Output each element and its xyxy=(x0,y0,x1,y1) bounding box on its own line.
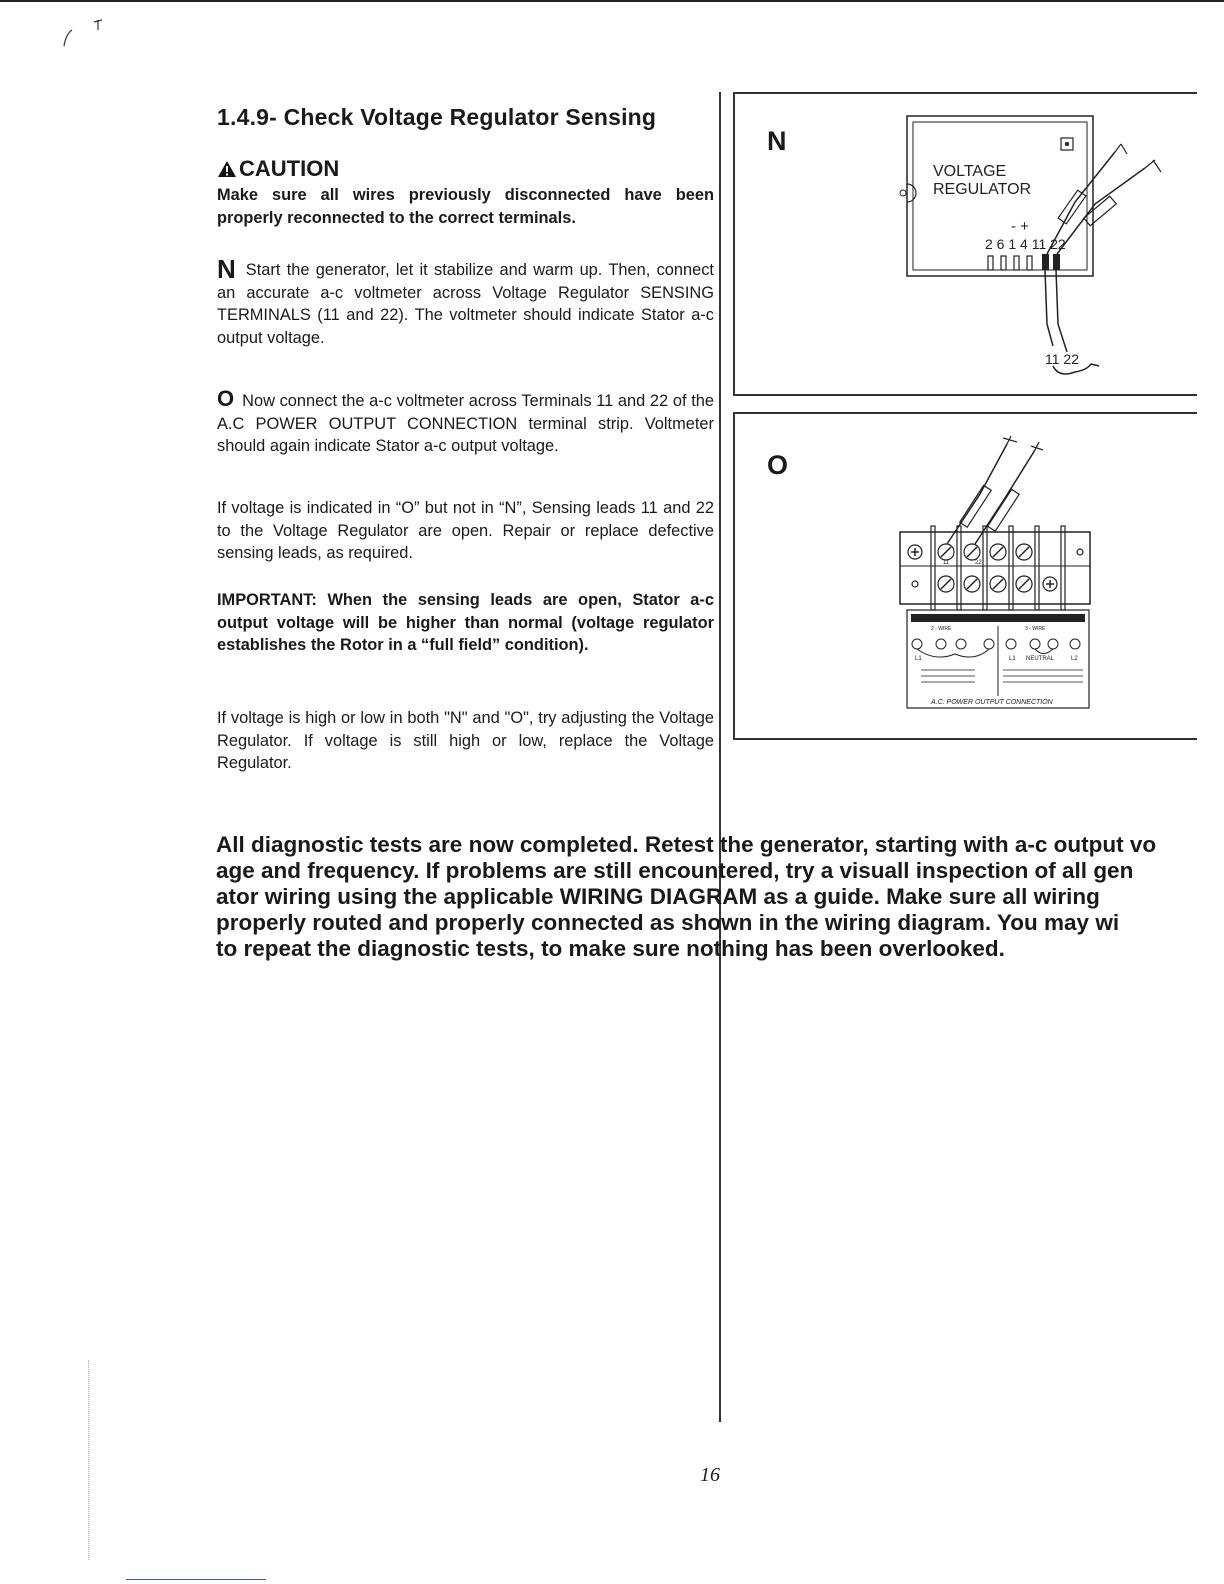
step-n-paragraph xyxy=(217,255,714,349)
regulator-label-line2: REGULATOR xyxy=(933,181,1032,198)
section-title: 1.4.9- Check Voltage Regulator Sensing xyxy=(217,104,657,130)
step-n-letter: N xyxy=(217,254,236,284)
summary-line: to repeat the diagnostic tests, to make sure nothing has been overlooked. xyxy=(216,936,1005,961)
caution-heading xyxy=(217,156,339,182)
summary-line: ator wiring using the applicable WIRING DIAGRAM as a guide. Make sure all wiring xyxy=(216,884,1100,909)
neutral-label: NEUTRAL xyxy=(1026,656,1055,662)
page-number: 16 xyxy=(700,1464,720,1486)
terminal-strip-diagram xyxy=(735,414,1197,738)
figure-o-label: O xyxy=(767,450,789,480)
important-note: IMPORTANT: When the sensing leads are open, Stator a-c output voltage will be higher than normal (voltage regulator establishes the Rotor in a “full field” condition). xyxy=(217,591,714,654)
caution-label: CAUTION xyxy=(239,156,340,181)
figure-o xyxy=(733,412,1197,740)
caution-text: Make sure all wires previously disconnected have been properly reconnected to the correct terminals. xyxy=(217,186,714,227)
column-divider xyxy=(719,92,721,1422)
step-o-letter: O xyxy=(217,386,235,411)
three-wire-l1: L1 xyxy=(1009,656,1016,662)
strip-caption: A.C. POWER OUTPUT CONNECTION xyxy=(931,699,1053,706)
regulator-label-line1: VOLTAGE xyxy=(933,163,1007,180)
warning-triangle-icon xyxy=(217,160,237,178)
figure-n xyxy=(733,92,1197,396)
three-wire-l2: L2 xyxy=(1071,656,1078,662)
strip-terminal-11: 11 xyxy=(943,560,950,566)
sensing-lead-labels: 11 22 xyxy=(1045,351,1079,367)
note-open-leads: If voltage is indicated in “O” but not in “N”, Sensing leads 11 and 22 to the Voltage Regulator are open. Repair or replace defective sensing leads, as required. xyxy=(217,499,714,562)
regulator-terminals: 2 6 1 4 11 22 xyxy=(985,236,1066,252)
voltage-regulator-diagram xyxy=(735,94,1197,394)
figure-n-label: N xyxy=(767,126,787,156)
corner-scan-mark xyxy=(58,18,108,48)
step-o-paragraph xyxy=(217,388,714,458)
scan-edge-noise xyxy=(88,1360,99,1560)
top-rule xyxy=(0,0,1224,2)
summary-line: properly routed and properly connected as shown in the wiring diagram. You may wi xyxy=(216,910,1120,935)
summary-line: age and frequency. If problems are still encountered, try a visuall inspection of all gen xyxy=(216,858,1134,883)
bottom-rule xyxy=(126,1579,266,1580)
note-adjust: If voltage is high or low in both "N" and "O", try adjusting the Voltage Regulator. If voltage is still high or low, replace the Voltage Regulator. xyxy=(217,709,714,772)
two-wire-l1: L1 xyxy=(915,656,922,662)
step-n-text: Start the generator, let it stabilize and warm up. Then, connect an accurate a-c voltmeter across Voltage Regulator SENSING TERMINALS (11 and 22). The voltmeter should indicate Stator a-c output voltage. xyxy=(217,261,714,347)
summary-paragraph xyxy=(216,832,1220,962)
summary-line: All diagnostic tests are now completed. Retest the generator, starting with a-c output vo xyxy=(216,832,1157,857)
wire-3-label: 3 - WIRE xyxy=(1025,626,1046,632)
step-o-text: Now connect the a-c voltmeter across Terminals 11 and 22 of the A.C POWER OUTPUT CONNECTION terminal strip. Voltmeter should again indicate Stator a-c output voltage. xyxy=(217,392,714,455)
regulator-polarity: - + xyxy=(1011,218,1029,235)
wire-2-label: 2 - WIRE xyxy=(931,626,952,632)
strip-terminal-22: 22 xyxy=(975,560,982,566)
